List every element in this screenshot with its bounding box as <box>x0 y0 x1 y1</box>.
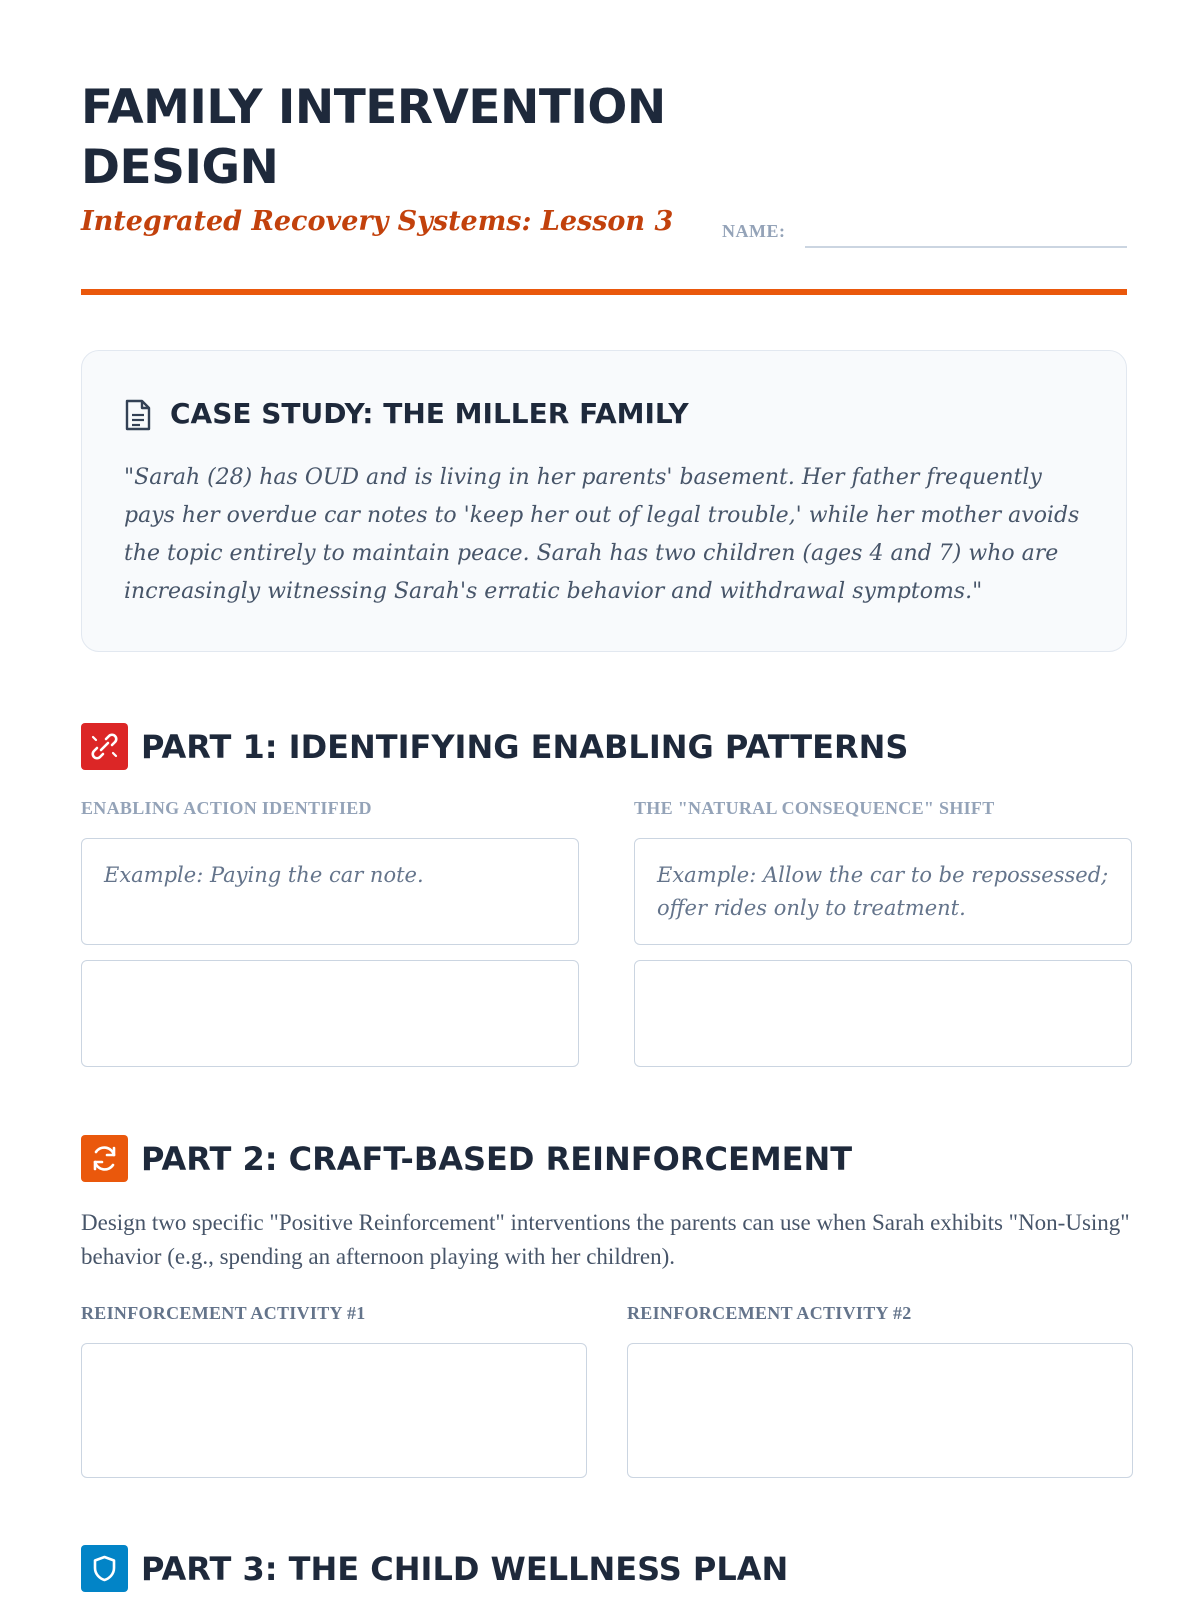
natural-consequence-label: THE "NATURAL CONSEQUENCE" SHIFT <box>634 798 995 818</box>
name-input-line[interactable] <box>805 246 1127 248</box>
enabling-action-label: ENABLING ACTION IDENTIFIED <box>81 798 372 818</box>
shield-icon <box>81 1545 128 1592</box>
natural-consequence-example-text: Example: Allow the car to be repossessed; offer rides only to treatment. <box>657 863 1109 920</box>
enabling-action-answer-box[interactable] <box>81 960 579 1067</box>
part2-title: PART 2: CRAFT-BASED REINFORCEMENT <box>141 1140 853 1178</box>
natural-consequence-answer-box[interactable] <box>634 960 1132 1067</box>
document-title: FAMILY INTERVENTION DESIGN <box>81 80 666 195</box>
part2-header <box>81 1135 1127 1183</box>
activity1-label: REINFORCEMENT ACTIVITY #1 <box>81 1303 366 1323</box>
part3-header <box>81 1545 1127 1593</box>
part1-title: PART 1: IDENTIFYING ENABLING PATTERNS <box>141 728 909 766</box>
part3-title: PART 3: THE CHILD WELLNESS PLAN <box>141 1550 789 1588</box>
refresh-icon <box>81 1135 128 1182</box>
header-divider <box>81 289 1127 295</box>
part2-instruction: Design two specific "Positive Reinforcement" interventions the parents can use when Sarah exhibits "Non-Using" behavior (e.g., spending an afternoon playing with her children). <box>81 1210 1130 1269</box>
document-icon <box>124 399 152 431</box>
enabling-action-example-text: Example: Paying the car note. <box>104 863 424 887</box>
case-study-title: CASE STUDY: THE MILLER FAMILY <box>170 397 689 430</box>
name-label: NAME: <box>722 221 786 241</box>
document-subtitle: Integrated Recovery Systems: Lesson 3 <box>81 206 674 237</box>
activity1-answer-box[interactable] <box>81 1343 587 1478</box>
natural-consequence-example-box[interactable] <box>634 838 1132 945</box>
activity2-label: REINFORCEMENT ACTIVITY #2 <box>627 1303 912 1323</box>
part1-header <box>81 723 1127 771</box>
enabling-action-example-box[interactable] <box>81 838 579 945</box>
activity2-answer-box[interactable] <box>627 1343 1133 1478</box>
case-study-card <box>81 350 1127 652</box>
case-study-text: "Sarah (28) has OUD and is living in her parents' basement. Her father frequently pays her overdue car notes to 'keep her out of legal trouble,' while her mother avoids the topic entirely to maintain peace. Sarah has two children (ages 4 and 7) who are increasingly witnessing Sarah's erratic behavior and withdrawal symptoms." <box>124 465 1080 604</box>
broken-link-icon <box>81 723 128 770</box>
